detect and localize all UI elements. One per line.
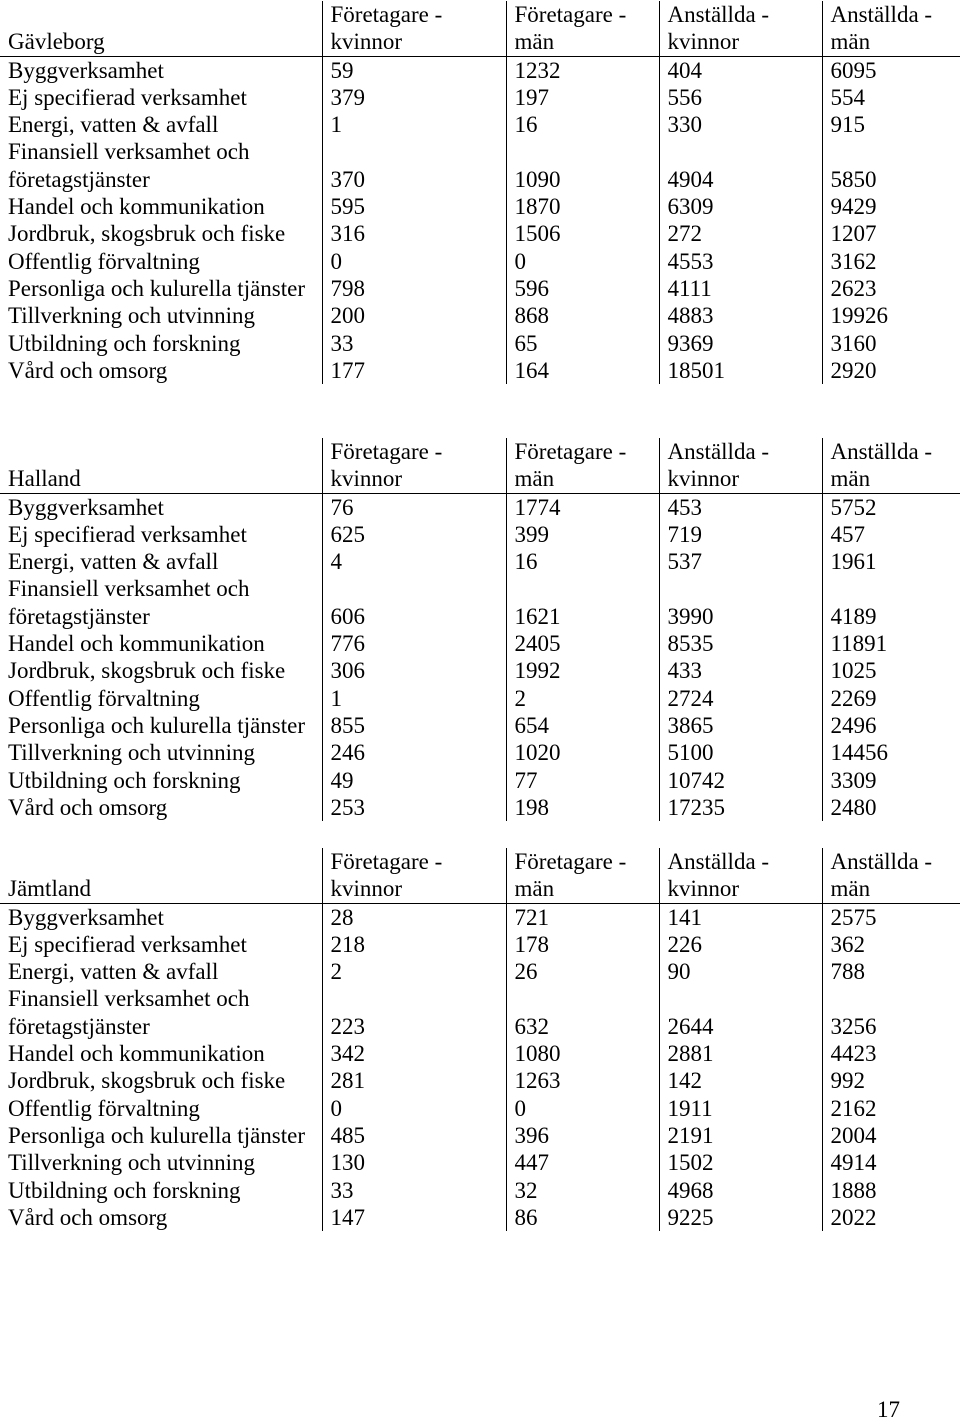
industry-label: Tillverkning och utvinning bbox=[8, 740, 256, 766]
value-cell: 2623 bbox=[822, 275, 960, 302]
value-cell: 198 bbox=[506, 794, 659, 821]
value-cell: 606 bbox=[322, 575, 506, 630]
industry-label: Jordbruk, skogsbruk och fiske bbox=[8, 658, 286, 684]
table-row bbox=[0, 111, 960, 138]
value-cell: 2575 bbox=[822, 903, 960, 931]
value-cell: 130 bbox=[322, 1149, 506, 1176]
value-cell: 6095 bbox=[822, 56, 960, 84]
column-header-anstallda-kvinnor: Anställda - kvinnor bbox=[659, 438, 822, 493]
column-header-foretagare-man: Företagare - män bbox=[506, 848, 659, 903]
table-row bbox=[0, 958, 960, 985]
industry-label: Vård och omsorg bbox=[8, 357, 168, 383]
table-row bbox=[0, 767, 960, 794]
value-cell: 86 bbox=[506, 1204, 659, 1231]
value-cell: 3865 bbox=[659, 712, 822, 739]
value-cell: 6309 bbox=[659, 193, 822, 220]
value-cell: 28 bbox=[322, 903, 506, 931]
table-row bbox=[0, 1204, 960, 1231]
value-cell: 4189 bbox=[822, 575, 960, 630]
value-cell: 1506 bbox=[506, 220, 659, 247]
value-cell: 33 bbox=[322, 1177, 506, 1204]
industry-label: Finansiell verksamhet och företagstjänster bbox=[8, 576, 250, 629]
table-row bbox=[0, 1149, 960, 1176]
value-cell: 9225 bbox=[659, 1204, 822, 1231]
region-table-gavleborg bbox=[0, 1, 960, 384]
value-cell: 197 bbox=[506, 84, 659, 111]
value-cell: 1911 bbox=[659, 1095, 822, 1122]
value-cell: 1870 bbox=[506, 193, 659, 220]
value-cell: 5100 bbox=[659, 739, 822, 766]
industry-label: Byggverksamhet bbox=[8, 904, 164, 930]
value-cell: 10742 bbox=[659, 767, 822, 794]
industry-label: Ej specifierad verksamhet bbox=[8, 84, 247, 110]
value-cell: 556 bbox=[659, 84, 822, 111]
table-row bbox=[0, 302, 960, 329]
value-cell: 65 bbox=[506, 330, 659, 357]
value-cell: 9429 bbox=[822, 193, 960, 220]
value-cell: 788 bbox=[822, 958, 960, 985]
industry-label: Byggverksamhet bbox=[8, 494, 164, 520]
industry-label: Utbildning och forskning bbox=[8, 330, 241, 356]
industry-label: Handel och kommunikation bbox=[8, 194, 265, 220]
industry-label: Personliga och kulurella tjänster bbox=[8, 1122, 306, 1148]
value-cell: 992 bbox=[822, 1067, 960, 1094]
value-cell: 4968 bbox=[659, 1177, 822, 1204]
value-cell: 90 bbox=[659, 958, 822, 985]
value-cell: 1 bbox=[322, 111, 506, 138]
value-cell: 719 bbox=[659, 521, 822, 548]
value-cell: 8535 bbox=[659, 630, 822, 657]
value-cell: 246 bbox=[322, 739, 506, 766]
value-cell: 77 bbox=[506, 767, 659, 794]
table-row bbox=[0, 521, 960, 548]
value-cell: 1020 bbox=[506, 739, 659, 766]
table-body bbox=[0, 903, 960, 1231]
value-cell: 4914 bbox=[822, 1149, 960, 1176]
value-cell: 855 bbox=[322, 712, 506, 739]
table-body bbox=[0, 493, 960, 821]
column-header-foretagare-man: Företagare - män bbox=[506, 1, 659, 56]
value-cell: 306 bbox=[322, 657, 506, 684]
value-cell: 2644 bbox=[659, 985, 822, 1040]
value-cell: 1207 bbox=[822, 220, 960, 247]
table-row bbox=[0, 1040, 960, 1067]
column-header-anstallda-man: Anställda - män bbox=[822, 848, 960, 903]
value-cell: 16 bbox=[506, 111, 659, 138]
value-cell: 223 bbox=[322, 985, 506, 1040]
column-header-anstallda-man: Anställda - män bbox=[822, 438, 960, 493]
column-header-foretagare-kvinnor: Företagare - kvinnor bbox=[322, 848, 506, 903]
value-cell: 595 bbox=[322, 193, 506, 220]
column-header-foretagare-kvinnor: Företagare - kvinnor bbox=[322, 1, 506, 56]
table-row bbox=[0, 56, 960, 84]
value-cell: 141 bbox=[659, 903, 822, 931]
value-cell: 3160 bbox=[822, 330, 960, 357]
value-cell: 0 bbox=[322, 248, 506, 275]
value-cell: 457 bbox=[822, 521, 960, 548]
value-cell: 177 bbox=[322, 357, 506, 384]
value-cell: 200 bbox=[322, 302, 506, 329]
table-row bbox=[0, 712, 960, 739]
value-cell: 2480 bbox=[822, 794, 960, 821]
table-body bbox=[0, 56, 960, 384]
value-cell: 868 bbox=[506, 302, 659, 329]
table-row bbox=[0, 657, 960, 684]
value-cell: 19926 bbox=[822, 302, 960, 329]
region-name: Gävleborg bbox=[0, 1, 322, 56]
value-cell: 16 bbox=[506, 548, 659, 575]
industry-label: Utbildning och forskning bbox=[8, 1177, 241, 1203]
value-cell: 453 bbox=[659, 493, 822, 521]
value-cell: 1502 bbox=[659, 1149, 822, 1176]
table-row bbox=[0, 985, 960, 1040]
value-cell: 218 bbox=[322, 931, 506, 958]
value-cell: 1621 bbox=[506, 575, 659, 630]
table-row bbox=[0, 248, 960, 275]
table-row bbox=[0, 1067, 960, 1094]
value-cell: 178 bbox=[506, 931, 659, 958]
industry-label: Tillverkning och utvinning bbox=[8, 303, 256, 329]
value-cell: 5850 bbox=[822, 138, 960, 193]
value-cell: 32 bbox=[506, 1177, 659, 1204]
value-cell: 281 bbox=[322, 1067, 506, 1094]
value-cell: 76 bbox=[322, 493, 506, 521]
industry-label: Finansiell verksamhet och företagstjänster bbox=[8, 139, 250, 192]
table-row bbox=[0, 138, 960, 193]
value-cell: 1090 bbox=[506, 138, 659, 193]
value-cell: 5752 bbox=[822, 493, 960, 521]
value-cell: 404 bbox=[659, 56, 822, 84]
value-cell: 0 bbox=[322, 1095, 506, 1122]
industry-label: Vård och omsorg bbox=[8, 1204, 168, 1230]
value-cell: 59 bbox=[322, 56, 506, 84]
value-cell: 17235 bbox=[659, 794, 822, 821]
value-cell: 447 bbox=[506, 1149, 659, 1176]
industry-label: Handel och kommunikation bbox=[8, 1041, 265, 1067]
value-cell: 1 bbox=[322, 685, 506, 712]
table-row bbox=[0, 220, 960, 247]
value-cell: 632 bbox=[506, 985, 659, 1040]
column-header-anstallda-man: Anställda - män bbox=[822, 1, 960, 56]
value-cell: 4904 bbox=[659, 138, 822, 193]
region-table-halland bbox=[0, 438, 960, 821]
value-cell: 776 bbox=[322, 630, 506, 657]
industry-label: Ej specifierad verksamhet bbox=[8, 931, 247, 957]
value-cell: 2881 bbox=[659, 1040, 822, 1067]
table-row bbox=[0, 630, 960, 657]
industry-label: Tillverkning och utvinning bbox=[8, 1150, 256, 1176]
table-row bbox=[0, 685, 960, 712]
table-row bbox=[0, 931, 960, 958]
value-cell: 3309 bbox=[822, 767, 960, 794]
value-cell: 33 bbox=[322, 330, 506, 357]
value-cell: 1961 bbox=[822, 548, 960, 575]
value-cell: 26 bbox=[506, 958, 659, 985]
table-row bbox=[0, 1122, 960, 1149]
table-row bbox=[0, 493, 960, 521]
header-row bbox=[0, 848, 960, 903]
value-cell: 330 bbox=[659, 111, 822, 138]
industry-label: Ej specifierad verksamhet bbox=[8, 521, 247, 547]
table-row bbox=[0, 1177, 960, 1204]
value-cell: 596 bbox=[506, 275, 659, 302]
value-cell: 164 bbox=[506, 357, 659, 384]
table-row bbox=[0, 330, 960, 357]
value-cell: 2191 bbox=[659, 1122, 822, 1149]
value-cell: 721 bbox=[506, 903, 659, 931]
value-cell: 4111 bbox=[659, 275, 822, 302]
header-row bbox=[0, 438, 960, 493]
industry-label: Personliga och kulurella tjänster bbox=[8, 712, 306, 738]
value-cell: 1992 bbox=[506, 657, 659, 684]
header-row bbox=[0, 1, 960, 56]
value-cell: 554 bbox=[822, 84, 960, 111]
industry-label: Jordbruk, skogsbruk och fiske bbox=[8, 221, 286, 247]
value-cell: 1263 bbox=[506, 1067, 659, 1094]
value-cell: 370 bbox=[322, 138, 506, 193]
industry-label: Jordbruk, skogsbruk och fiske bbox=[8, 1068, 286, 1094]
value-cell: 2405 bbox=[506, 630, 659, 657]
value-cell: 4883 bbox=[659, 302, 822, 329]
industry-label: Personliga och kulurella tjänster bbox=[8, 275, 306, 301]
value-cell: 1888 bbox=[822, 1177, 960, 1204]
industry-label: Byggverksamhet bbox=[8, 57, 164, 83]
value-cell: 342 bbox=[322, 1040, 506, 1067]
table-row bbox=[0, 193, 960, 220]
value-cell: 2920 bbox=[822, 357, 960, 384]
table-row bbox=[0, 1095, 960, 1122]
value-cell: 3256 bbox=[822, 985, 960, 1040]
region-name: Halland bbox=[0, 438, 322, 493]
value-cell: 0 bbox=[506, 248, 659, 275]
value-cell: 2496 bbox=[822, 712, 960, 739]
table-row bbox=[0, 357, 960, 384]
industry-label: Energi, vatten & avfall bbox=[8, 112, 219, 138]
value-cell: 379 bbox=[322, 84, 506, 111]
value-cell: 1232 bbox=[506, 56, 659, 84]
value-cell: 2269 bbox=[822, 685, 960, 712]
value-cell: 396 bbox=[506, 1122, 659, 1149]
industry-label: Energi, vatten & avfall bbox=[8, 549, 219, 575]
value-cell: 272 bbox=[659, 220, 822, 247]
value-cell: 1774 bbox=[506, 493, 659, 521]
value-cell: 142 bbox=[659, 1067, 822, 1094]
column-header-foretagare-kvinnor: Företagare - kvinnor bbox=[322, 438, 506, 493]
value-cell: 4553 bbox=[659, 248, 822, 275]
value-cell: 2022 bbox=[822, 1204, 960, 1231]
value-cell: 1025 bbox=[822, 657, 960, 684]
table-row bbox=[0, 794, 960, 821]
value-cell: 362 bbox=[822, 931, 960, 958]
table-row bbox=[0, 275, 960, 302]
table-row bbox=[0, 739, 960, 766]
value-cell: 2162 bbox=[822, 1095, 960, 1122]
value-cell: 4423 bbox=[822, 1040, 960, 1067]
value-cell: 485 bbox=[322, 1122, 506, 1149]
value-cell: 654 bbox=[506, 712, 659, 739]
industry-label: Vård och omsorg bbox=[8, 794, 168, 820]
region-name: Jämtland bbox=[0, 848, 322, 903]
table-row bbox=[0, 575, 960, 630]
industry-label: Utbildning och forskning bbox=[8, 767, 241, 793]
table-row bbox=[0, 903, 960, 931]
value-cell: 2 bbox=[506, 685, 659, 712]
value-cell: 9369 bbox=[659, 330, 822, 357]
industry-label: Offentlig förvaltning bbox=[8, 248, 200, 274]
value-cell: 11891 bbox=[822, 630, 960, 657]
value-cell: 798 bbox=[322, 275, 506, 302]
value-cell: 4 bbox=[322, 548, 506, 575]
industry-label: Energi, vatten & avfall bbox=[8, 959, 219, 985]
industry-label: Offentlig förvaltning bbox=[8, 685, 200, 711]
value-cell: 1080 bbox=[506, 1040, 659, 1067]
industry-label: Handel och kommunikation bbox=[8, 631, 265, 657]
industry-label: Offentlig förvaltning bbox=[8, 1095, 200, 1121]
value-cell: 316 bbox=[322, 220, 506, 247]
value-cell: 18501 bbox=[659, 357, 822, 384]
value-cell: 0 bbox=[506, 1095, 659, 1122]
value-cell: 253 bbox=[322, 794, 506, 821]
value-cell: 433 bbox=[659, 657, 822, 684]
page-number: 17 bbox=[877, 1397, 900, 1422]
value-cell: 3990 bbox=[659, 575, 822, 630]
column-header-foretagare-man: Företagare - män bbox=[506, 438, 659, 493]
value-cell: 537 bbox=[659, 548, 822, 575]
column-header-anstallda-kvinnor: Anställda - kvinnor bbox=[659, 848, 822, 903]
value-cell: 147 bbox=[322, 1204, 506, 1231]
industry-label: Finansiell verksamhet och företagstjänster bbox=[8, 986, 250, 1039]
value-cell: 226 bbox=[659, 931, 822, 958]
region-table-jamtland bbox=[0, 848, 960, 1231]
value-cell: 2004 bbox=[822, 1122, 960, 1149]
value-cell: 915 bbox=[822, 111, 960, 138]
value-cell: 399 bbox=[506, 521, 659, 548]
value-cell: 2 bbox=[322, 958, 506, 985]
value-cell: 2724 bbox=[659, 685, 822, 712]
table-row bbox=[0, 84, 960, 111]
value-cell: 14456 bbox=[822, 739, 960, 766]
value-cell: 3162 bbox=[822, 248, 960, 275]
value-cell: 49 bbox=[322, 767, 506, 794]
table-row bbox=[0, 548, 960, 575]
column-header-anstallda-kvinnor: Anställda - kvinnor bbox=[659, 1, 822, 56]
value-cell: 625 bbox=[322, 521, 506, 548]
